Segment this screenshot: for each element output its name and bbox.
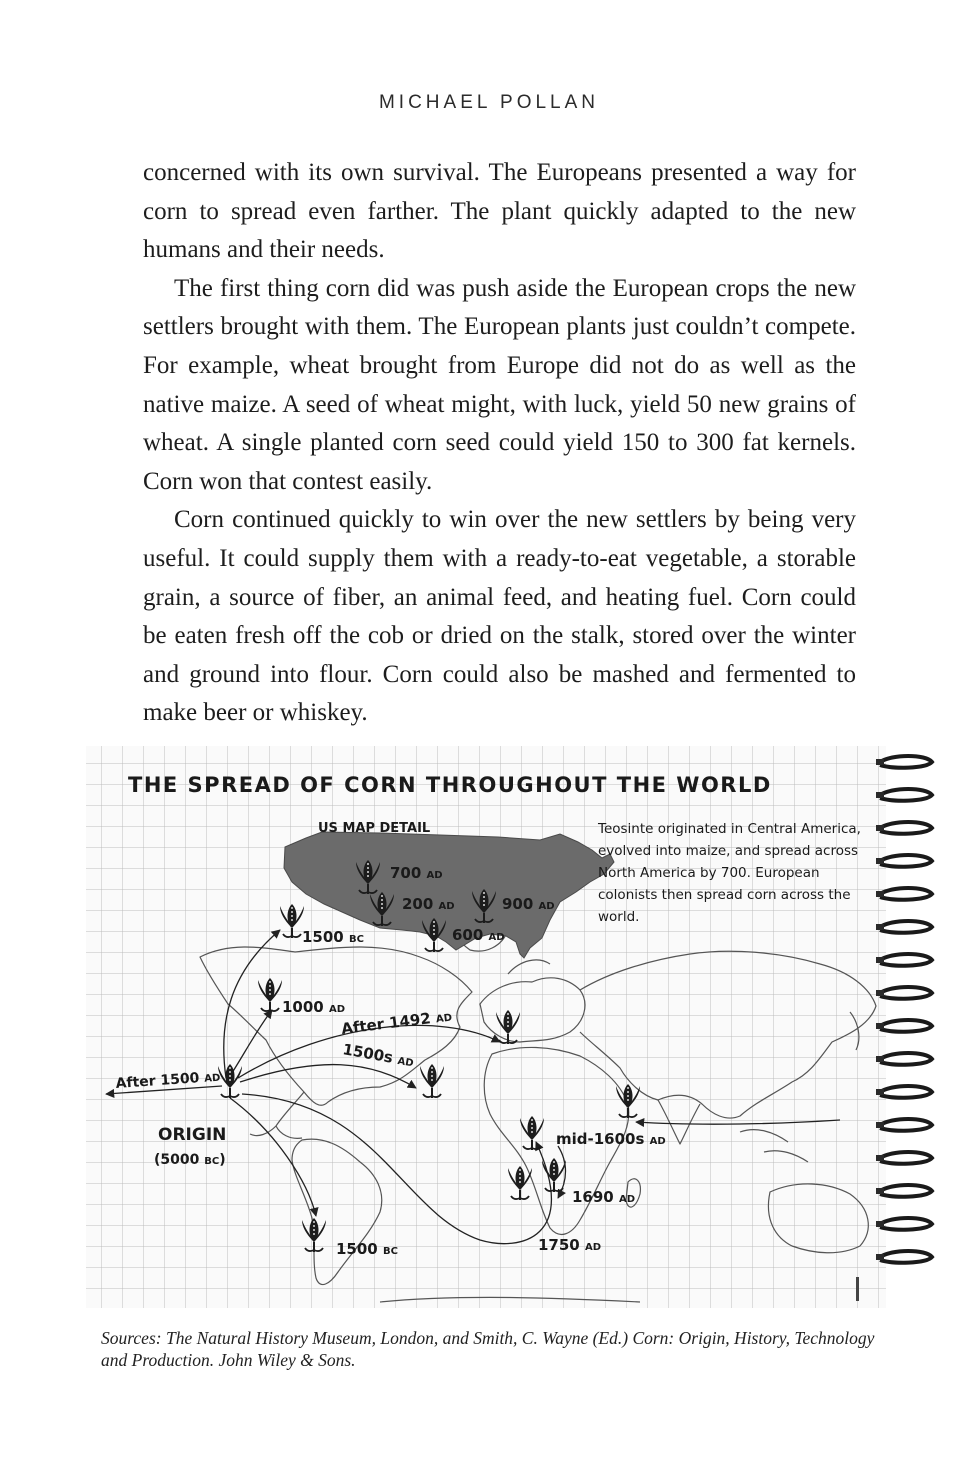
- notebook-map: [80, 742, 940, 1312]
- spiral-hole: [876, 1155, 884, 1161]
- spiral-hole: [876, 957, 884, 963]
- spiral-coil: [880, 1152, 932, 1164]
- label-1750-ad: 1750 AD: [538, 1236, 602, 1254]
- paragraph-1: concerned with its own survival. The Europeans presented a way for corn to spread even farther. The plant quickly adapted to the new humans and their needs.: [143, 159, 856, 264]
- paragraph-3: Corn continued quickly to win over the new settlers by being very useful. It could supply them with a ready-to-eat vegetable, a storable grain, a source of fiber, an animal feed, and heating fuel. Corn could be eaten fresh off the cob or dried on the stalk, stored over the winter and ground into flour. Corn could also be mashed and fermented to make beer or whiskey.: [143, 506, 856, 727]
- spiral-coil: [880, 1251, 932, 1263]
- figure-title: THE SPREAD OF CORN THROUGHOUT THE WORLD: [128, 773, 772, 797]
- label-origin: ORIGIN: [158, 1125, 227, 1145]
- label-700-ad: 700 AD: [390, 864, 443, 882]
- label-after-1492-ad: After 1492 AD: [340, 1009, 453, 1038]
- spiral-hole: [876, 792, 884, 798]
- spiral-hole: [876, 990, 884, 996]
- spiral-coil: [880, 987, 932, 999]
- label-1500-bc-sa: 1500 BC: [336, 1240, 398, 1258]
- spiral-coil: [880, 1053, 932, 1065]
- running-head: MICHAEL POLLAN: [378, 92, 599, 113]
- spiral-hole: [876, 891, 884, 897]
- corn-spread-figure: [80, 742, 940, 1312]
- paragraph-2: The first thing corn did was push aside the European crops the new settlers brought with them. The European plants just couldn’t compete. For example, wheat brought from Europe did not do as well as the native maize. A seed of wheat might, with luck, yield 50 new grains of wheat. A single planted corn seed could yield 150 to 300 fat kernels. Corn won that contest easily.: [143, 274, 856, 495]
- spiral-hole: [876, 1221, 884, 1227]
- label-origin-year: (5000 BC): [154, 1152, 226, 1168]
- spiral-coil: [880, 822, 932, 834]
- spiral-hole: [876, 1254, 884, 1260]
- spiral-hole: [876, 1188, 884, 1194]
- label-mid-1600s-ad: mid-1600s AD: [556, 1130, 666, 1148]
- svg-text:evolved into maize, and spread: evolved into maize, and spread across: [598, 843, 859, 859]
- spiral-coil: [880, 1119, 932, 1131]
- label-1690-ad: 1690 AD: [572, 1188, 636, 1206]
- spiral-coil: [880, 789, 932, 801]
- label-1000-ad: 1000 AD: [282, 998, 346, 1016]
- spiral-coil: [880, 888, 932, 900]
- spiral-hole: [876, 1122, 884, 1128]
- spiral-coil: [880, 756, 932, 768]
- spiral-coil: [880, 1185, 932, 1197]
- spiral-hole: [876, 759, 884, 765]
- spiral-coil: [880, 1218, 932, 1230]
- spiral-hole: [876, 1089, 884, 1095]
- label-600-ad: 600 AD: [452, 926, 505, 944]
- spiral-coil: [880, 1086, 932, 1098]
- label-1500-bc-us: 1500 BC: [302, 928, 364, 946]
- spiral-hole: [876, 825, 884, 831]
- svg-text:Teosinte originated in Central: Teosinte originated in Central America,: [598, 821, 861, 837]
- us-map-title: US MAP DETAIL: [318, 821, 431, 836]
- svg-text:North America by 700. European: North America by 700. European: [598, 865, 820, 881]
- spiral-hole: [876, 1023, 884, 1029]
- spiral-coil: [880, 954, 932, 966]
- svg-text:world.: world.: [598, 909, 640, 925]
- label-200-ad: 200 AD: [402, 895, 455, 913]
- spiral-coil: [880, 855, 932, 867]
- label-1500s-ad: 1500s AD: [341, 1040, 415, 1070]
- label-after-1500-ad: After 1500 AD: [115, 1070, 221, 1092]
- spiral-hole: [876, 1056, 884, 1062]
- spiral-hole: [876, 858, 884, 864]
- body-text: [143, 154, 856, 733]
- spiral-coil: [880, 1020, 932, 1032]
- spiral-hole: [876, 924, 884, 930]
- svg-text:colonists then spread corn acr: colonists then spread corn across the: [598, 887, 851, 903]
- figure-caption: Sources: The Natural History Museum, London, and Smith, C. Wayne (Ed.) Corn: Origin, History, Technology and Production. John Wiley & Sons.: [101, 1328, 875, 1370]
- label-900-ad: 900 AD: [502, 895, 555, 913]
- spiral-coil: [880, 921, 932, 933]
